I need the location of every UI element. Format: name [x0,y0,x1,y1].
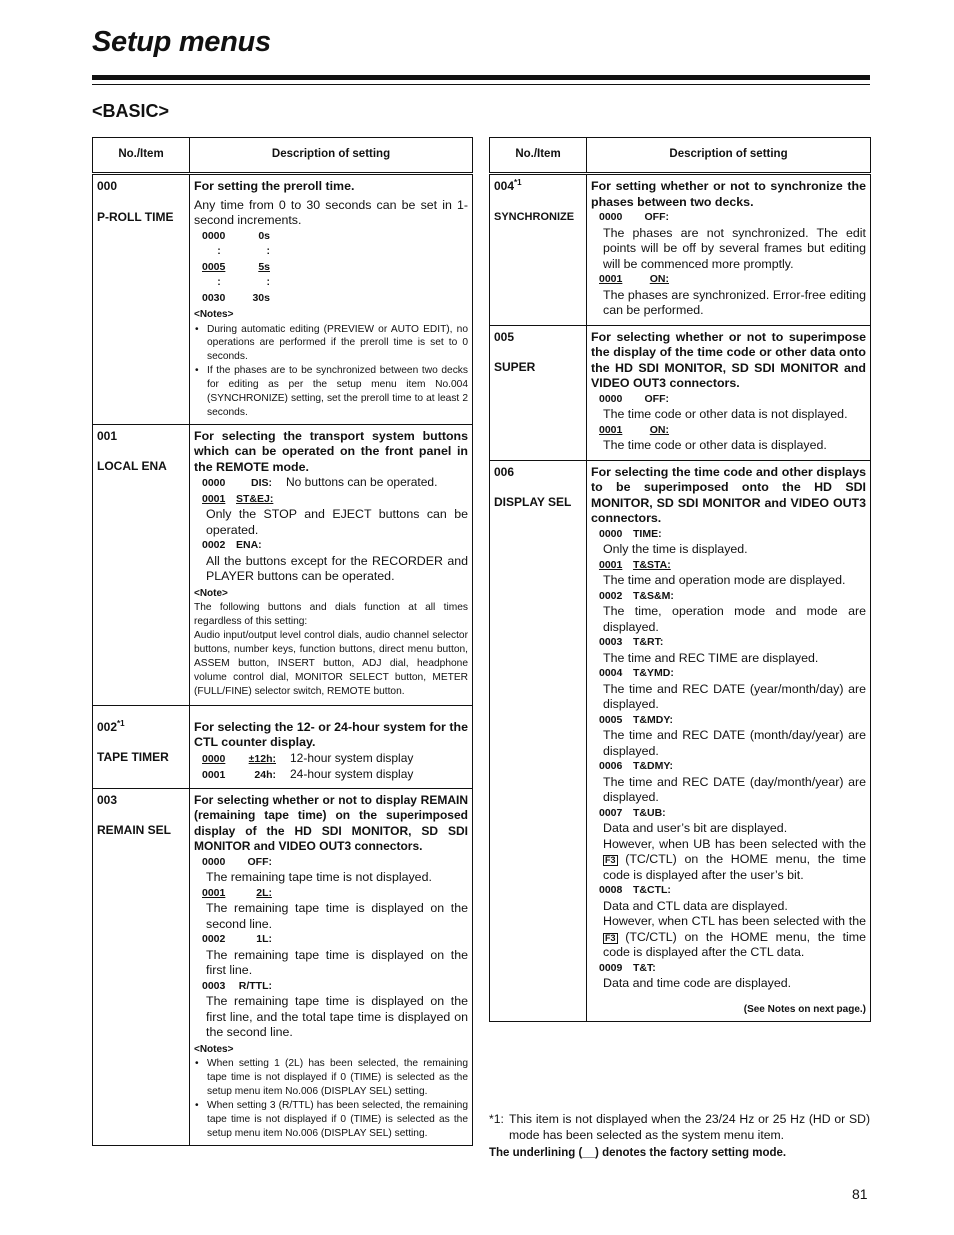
f3-key-icon: F3 [605,855,616,865]
header-description: Description of setting [190,138,473,174]
option-row: 0000 OFF: [202,855,272,868]
title-rule [92,75,870,80]
item-cell [93,424,190,705]
option-desc: The remaining tape time is displayed on the first line, and the total tape time is displayed on the second line. [206,994,468,1040]
item-cell [490,174,587,326]
option-extra: However, when UB has been selected with the F3 (TC/CTL) on the HOME menu, the time code is displayed after the user’s bit. [603,836,866,882]
option-desc: The remaining tape time is displayed on the first line. [206,947,468,978]
setting-lead: For selecting whether or not to superimpose the display of the time code or other data onto the HD SDI MONITOR, SD SDI MONITOR and VIDEO OUT3 connectors. [591,329,866,390]
option-row: 0001 ON: [599,423,669,436]
option-desc: The time and REC TIME are displayed. [603,650,819,665]
description-cell [587,174,871,326]
item-cell [490,325,587,460]
table-row [93,788,473,1145]
description-cell [587,460,871,1022]
setting-lead: For selecting whether or not to display REMAIN (remaining tape time) on the superimposed display of the HD SDI MONITOR, SD SDI MONITOR and VIDEO OUT3 connectors. [194,792,468,854]
option-desc: Data and time code are displayed. [603,976,792,990]
option-desc: The remaining tape time is not displayed. [206,870,432,885]
description-cell [587,325,871,460]
option-row: 0004 T&YMD: [599,667,674,679]
option-desc: Only the time is displayed. [603,542,748,556]
option-row: 0000 OFF: [599,211,669,223]
option-row: 0002 ENA: [202,539,262,552]
ellipsis-row: : : [217,245,270,257]
notes-list [194,323,468,420]
option-desc: Only the STOP and EJECT buttons can be operated. [206,507,468,537]
right-settings-table [489,137,871,1022]
value-row: 0005 5s [202,260,270,273]
option-desc: The time and REC DATE (day/month/year) are displayed. [603,774,866,804]
item-name: SYNCHRONIZE [494,210,575,223]
description-cell [190,424,473,705]
table-row [93,174,473,425]
header-description: Description of setting [587,138,871,174]
value-row: 0030 30s [202,291,270,304]
option-row: 0006 T&DMY: [599,760,674,772]
page-title: Setup menus [92,26,271,58]
title-rule-thin [92,84,870,85]
note-heading: <Note> [194,587,228,599]
item-name: LOCAL ENA [97,459,167,474]
item-number: 003 [97,792,118,807]
option-desc: The time code or other data is displayed. [603,438,827,452]
note-item: • During automatic editing (PREVIEW or AUTO EDIT), no operations are performed if the preroll time is set to 0 seconds. [194,323,468,365]
f3-key-icon: F3 [605,932,616,943]
footnote-mark: *1 [117,718,125,728]
option-row: 0001 ON: [599,273,669,285]
option-row: 0005 T&MDY: [599,713,674,726]
option-row: 0001 24h: 24-hour system display [202,767,414,782]
option-row: 0003 R/TTL: [202,979,272,992]
option-row: 0007 T&UB: [599,806,666,819]
description-cell [190,174,473,425]
item-number: 002$^{*1}$ [97,718,125,734]
value-row: 0000 0s [202,229,270,242]
item-number: 006 [494,464,515,479]
item-name: DISPLAY SEL [494,495,572,509]
option-desc: The time and REC DATE (month/day/year) are displayed. [603,728,866,758]
see-notes-label: (See Notes on next page.) [743,1003,866,1015]
table-row [93,424,473,705]
item-cell [93,174,190,425]
item-number: 005 [494,329,515,344]
option-desc: Data and user’s bit are displayed. [603,821,788,835]
table-row [93,705,473,788]
header-no-item: No./Item [490,138,587,174]
notes-list [194,1057,468,1140]
item-name: REMAIN SEL [97,823,172,838]
option-desc: The time and operation mode are displayed. [603,573,846,587]
option-desc: The time code or other data is not displayed. [603,407,848,421]
setting-lead: For setting the preroll time. [194,179,355,193]
option-row: 0000 TIME: [599,527,662,540]
option-desc: The phases are synchronized. Error-free editing can be performed. [603,287,866,317]
item-number: 004$^{*1}$ [494,178,522,193]
table-row [490,174,871,326]
footnote-mark: *1: [489,1112,504,1126]
description-cell [190,705,473,788]
option-desc: Data and CTL data are displayed. [603,898,788,913]
notes-heading: <Notes> [194,309,234,320]
item-number: 001 [97,428,118,443]
option-desc: The phases are not synchronized. The edit points will be off by several frames but editing will be commenced more promptly. [603,225,866,271]
description-cell [190,788,473,1145]
setting-lead: For setting whether or not to synchronize the phases between two decks. [591,179,866,209]
ellipsis-row: : : [217,276,270,288]
option-row: 0000 ±12h: 12-hour system display [202,750,414,765]
note-item: • When setting 3 (R/TTL) has been selected, the remaining tape time is not displayed if 0 (TIME) is selected as the setup menu item No.006 (DISPLAY SEL) setting. [194,1099,468,1141]
setting-intro: Any time from 0 to 30 seconds can be set in 1-second increments. [194,197,468,227]
footnote-item [489,1111,870,1143]
option-row: 0009 T&T: [599,961,656,974]
setting-lead: For selecting the 12- or 24-hour system for the CTL counter display. [194,719,468,750]
item-cell [490,460,587,1022]
option-desc: All the buttons except for the RECORDER and PLAYER buttons can be operated. [206,553,468,584]
option-row: 0001 ST&EJ: [202,492,274,505]
factory-setting-note: The underlining (__) denotes the factory setting mode. [489,1147,787,1159]
option-row: 0001 2L: [202,886,272,899]
option-row: 0001 T&STA: [599,558,671,571]
notes-heading: <Notes> [194,1043,234,1055]
table-row [490,325,871,460]
left-settings-table [92,137,473,1146]
table-header-row [93,138,473,174]
item-cell [93,788,190,1145]
footnotes [489,1111,870,1161]
section-heading: <BASIC> [92,101,170,121]
option-desc: The time, operation mode and mode are displayed. [603,604,866,634]
note-intro: The following buttons and dials function at all times regardless of this setting: [194,602,468,628]
item-cell [93,705,190,788]
page-number: 81 [852,1186,868,1202]
option-row: 0002 1L: [202,933,272,946]
table-header-row [490,138,871,174]
setting-lead: For selecting the time code and other displays to be superimposed onto the HD SDI MONITOR, SD SDI MONITOR and VIDEO OUT3 connectors. [591,464,866,525]
note-item: • If the phases are to be synchronized between two decks for editing as per the setup menu item No.004 (SYNCHRONIZE) setting, set the preroll time to at least 2 seconds. [194,364,468,420]
item-name: P-ROLL TIME [97,209,174,224]
footnote-text: This item is not displayed when the 23/24 Hz or 25 Hz (HD or SD) mode has been selected as the system menu item. [509,1112,870,1142]
footnote-mark: *1 [514,178,522,187]
option-desc: The time and REC DATE (year/month/day) are displayed. [603,681,866,711]
header-no-item: No./Item [93,138,190,174]
table-row [490,460,871,1022]
option-row: 0003 T&RT: [599,636,664,648]
option-desc: The remaining tape time is displayed on the second line. [206,901,468,931]
item-name: SUPER [494,360,536,374]
option-extra: However, when CTL has been selected with the F3 (TC/CTL) on the HOME menu, the time code is displayed after the CTL data. [603,914,866,959]
note-item: • When setting 1 (2L) has been selected, the remaining tape time is not displayed if 0 (TIME) is selected as the setup menu item No.006 (DISPLAY SEL) setting. [194,1057,468,1099]
option-row: 0008 T&CTL: [599,884,671,896]
item-number: 000 [97,179,118,193]
option-row: 0000 DIS: No buttons can be operated. [202,475,438,490]
option-row: 0000 OFF: [599,392,669,405]
option-row: 0002 T&S&M: [599,589,674,602]
note-body: Audio input/output level control dials, audio channel selector buttons, number keys, function buttons, direct menu button, ASSEM button, INSERT button, ADJ dial, headphone volume control dial, MONITOR SELECT button, METER (FULL/FINE) selector switch, REMOTE button. [194,630,468,697]
setting-lead: For selecting the transport system buttons which can be operated on the front panel in the REMOTE mode. [194,428,468,474]
item-name: TAPE TIMER [97,750,169,765]
